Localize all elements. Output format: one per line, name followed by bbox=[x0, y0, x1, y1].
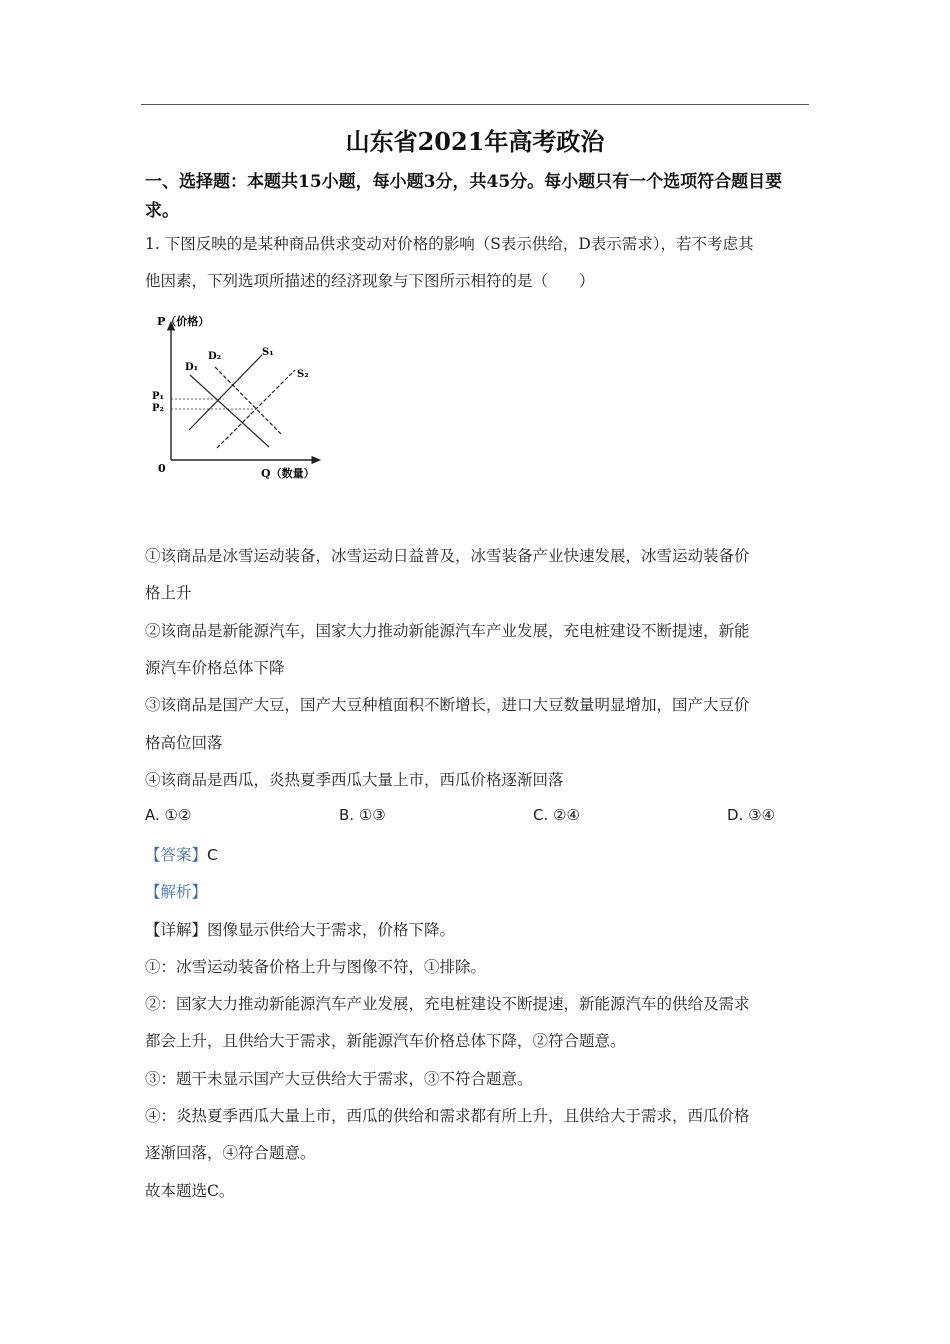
option-a: A. ①② bbox=[145, 806, 192, 824]
page-title: 山东省2021年高考政治 bbox=[345, 127, 605, 156]
analysis-line: 都会上升，且供给大于需求，新能源汽车价格总体下降，②符合题意。 bbox=[145, 1032, 626, 1050]
answer-label: 【答案】 bbox=[145, 846, 208, 864]
statement-2-line-1: ②该商品是新能源汽车，国家大力推动新能源汽车产业发展，充电桩建设不断提速，新能 bbox=[145, 622, 750, 640]
option-b: B. ①③ bbox=[339, 806, 386, 824]
supply-curve-s1 bbox=[189, 355, 262, 430]
analysis-line: ④：炎热夏季西瓜大量上市，西瓜的供给和需求都有所上升，且供给大于需求，西瓜价格 bbox=[145, 1107, 750, 1125]
curve-label-s1: S₁ bbox=[262, 347, 274, 358]
statement-1-line-2: 格上升 bbox=[145, 584, 192, 602]
section-heading: 一、选择题：本题共15小题，每小题3分，共45分。每小题只有一个选项符合题目要求。 bbox=[145, 172, 783, 221]
statement-4: ④该商品是西瓜，炎热夏季西瓜大量上市，西瓜价格逐渐回落 bbox=[145, 771, 564, 789]
option-d: D. ③④ bbox=[727, 806, 775, 824]
curve-label-d1: D₁ bbox=[185, 362, 199, 373]
curve-label-d2: D₂ bbox=[208, 351, 222, 362]
statement-3-line-2: 格高位回落 bbox=[145, 734, 223, 752]
question-stem-line-2: 他因素，下列选项所描述的经济现象与下图所示相符的是（ ） bbox=[145, 272, 595, 290]
statement-1-line-1: ①该商品是冰雪运动装备，冰雪运动日益普及，冰雪装备产业快速发展，冰雪运动装备价 bbox=[145, 547, 750, 565]
x-axis-label: Q（数量） bbox=[261, 467, 315, 480]
answer-value: C bbox=[207, 846, 218, 864]
option-c: C. ②④ bbox=[533, 806, 580, 824]
analysis-line: ③：题干未显示国产大豆供给大于需求，③不符合题意。 bbox=[145, 1070, 533, 1088]
analysis-label: 【解析】 bbox=[145, 883, 208, 901]
demand-curve-d2 bbox=[215, 367, 282, 435]
demand-curve-d1 bbox=[190, 375, 269, 447]
analysis-line: ①：冰雪运动装备价格上升与图像不符，①排除。 bbox=[145, 958, 487, 976]
curve-label-s2: S₂ bbox=[297, 369, 309, 380]
analysis-conclusion: 故本题选C。 bbox=[145, 1182, 235, 1200]
price-label-p1: P₁ bbox=[152, 391, 164, 402]
y-axis-label: P（价格） bbox=[157, 315, 210, 328]
supply-demand-diagram bbox=[145, 305, 335, 485]
origin-label: 0 bbox=[158, 462, 166, 475]
statement-2-line-2: 源汽车价格总体下降 bbox=[145, 659, 285, 677]
header-rule bbox=[141, 104, 809, 105]
statement-3-line-1: ③该商品是国产大豆，国产大豆种植面积不断增长，进口大豆数量明显增加，国产大豆价 bbox=[145, 696, 750, 714]
analysis-line: 【详解】图像显示供给大于需求，价格下降。 bbox=[145, 921, 456, 939]
analysis-line: 逐渐回落，④符合题意。 bbox=[145, 1144, 316, 1162]
analysis-line: ②：国家大力推动新能源汽车产业发展，充电桩建设不断提速，新能源汽车的供给及需求 bbox=[145, 995, 750, 1013]
answer-line bbox=[145, 843, 218, 865]
question-stem-line-1: 1. 下图反映的是某种商品供求变动对价格的影响（S表示供给，D表示需求），若不考虑其 bbox=[145, 235, 754, 253]
price-label-p2: P₂ bbox=[152, 403, 164, 414]
